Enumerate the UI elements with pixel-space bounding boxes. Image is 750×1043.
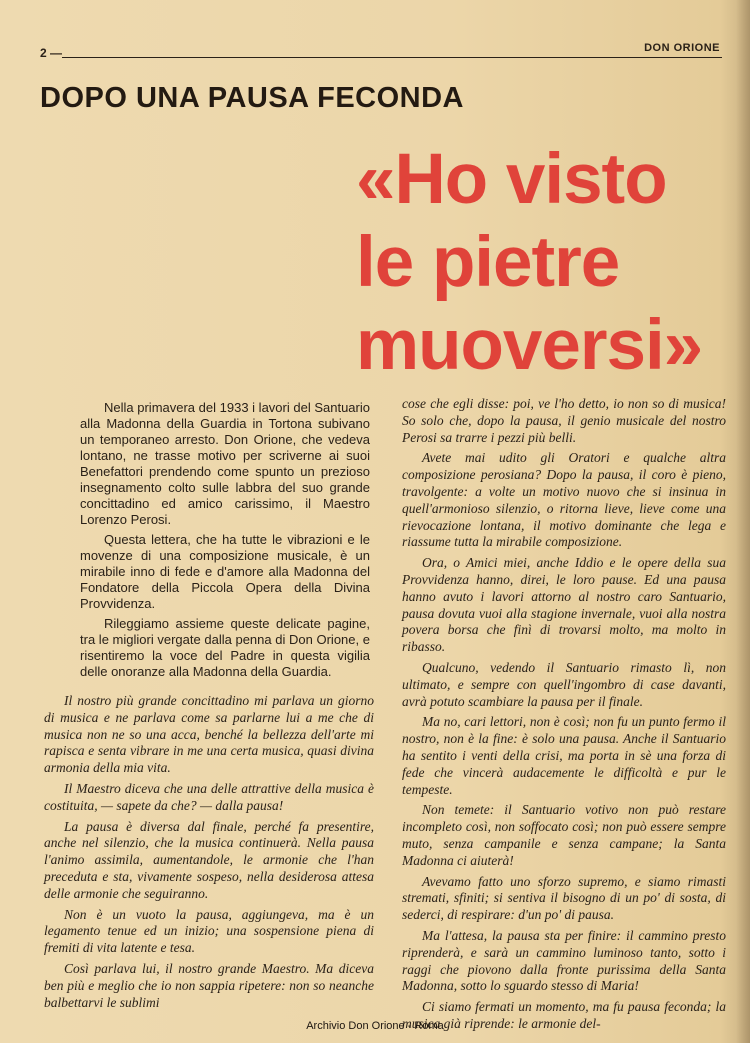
body-paragraph: Ma no, cari lettori, non è così; non fu un punto fermo il nostro, non è la fine: è solo una pausa. Anche il Santuario ha sentito i venti della crisi, ma porta in sè una forza di fede che vincerà audacemente le difficoltà e pur le tempeste.: [402, 714, 726, 797]
article-headline: [356, 138, 726, 387]
archive-footer: Archivio Don Orione - Roma: [306, 1020, 444, 1032]
intro-paragraph: Rileggiamo assieme queste delicate pagine, tra le migliori vergate dalla penna di Don Orione, e risentiremo la voce del Padre in questa vigilia delle onoranze alla Madonna della Guardia.: [80, 616, 370, 679]
intro-paragraph: Questa lettera, che ha tutte le vibrazioni e le movenze di una composizione musicale, è un mirabile inno di fede e d'amore alla Madonna del Fondatore della Piccola Opera della Divina Provvidenza.: [80, 532, 370, 611]
page-number: 2 —: [40, 46, 63, 60]
body-paragraph: cose che egli disse: poi, ve l'ho detto, io non so di musica! So solo che, dopo la pausa, il genio musicale del nostro Perosi sa trarre i pezzi più belli.: [402, 396, 726, 445]
headline-line: muoversi»: [356, 306, 703, 385]
header-rule: [62, 57, 722, 58]
body-paragraph: Ora, o Amici miei, anche Iddio e le opere della sua Provvidenza hanno, direi, le loro pause. Ed una pausa hanno avuto i lavori attorno al nostro caro Santuario, pausa dovuta vuoi alla stagione invernale, vuoi alla nostra povera borsa che finì di trovarsi molto, ma molto in ribasso.: [402, 555, 726, 655]
body-paragraph: Avete mai udito gli Oratori e qualche altra composizione perosiana? Dopo la pausa, il coro è pieno, travolgente: a volte un motivo nuovo che si insinua in quell'armonioso silenzio, o ritorna lieve, lieve come una rievocazione lontana, il motivo dominante che lega e riassume tutta la mirabile composizione.: [402, 450, 726, 550]
body-paragraph: Il Maestro diceva che una delle attrattive della musica è costituita, — sapete da che? — dalla pausa!: [44, 780, 374, 813]
article-intro: [80, 400, 370, 684]
page-binding-shadow: [736, 0, 750, 1043]
body-paragraph: Qualcuno, vedendo il Santuario rimasto lì, non ultimato, e sempre con quell'ingombro di case davanti, avrà potuto scambiare la pausa per il finale.: [402, 659, 726, 709]
body-paragraph: La pausa è diversa dal finale, perché fa presentire, anche nel silenzio, che la musica continuerà. Nella pausa l'animo assimila, aumentandole, le armonie che l'han preceduta e sta, vivamente sospeso, nella desiderosa attesa delle armonie che seguiranno.: [44, 818, 374, 901]
article-kicker: DOPO UNA PAUSA FECONDA: [40, 82, 464, 114]
headline-line: «Ho visto: [356, 140, 667, 219]
body-paragraph: Il nostro più grande concittadino mi parlava un giorno di musica e ne parlava come sa parlarne lui a me che di musica non ne so una acca, benché la bellezza dell'arte mi rapisca e senta vibrare in me una certa musica, quasi divina armonia della mia vita.: [44, 693, 374, 776]
body-paragraph: Così parlava lui, il nostro grande Maestro. Ma diceva ben più e meglio che io non sappia ripetere: non so neanche balbettarvi le sublimi: [44, 960, 374, 1010]
body-column-right: [402, 396, 726, 1037]
magazine-title: DON ORIONE: [644, 42, 720, 54]
body-paragraph: Non temete: il Santuario votivo non può restare incompleto così, non soffocato così; non può essere sempre muto, senza campanile e senza campane; la Santa Madonna ci aiuterà!: [402, 802, 726, 868]
headline-line: le pietre: [356, 223, 620, 302]
body-paragraph: Ci siamo fermati un momento, ma fu pausa feconda; la musica già riprende: le armonie del-: [402, 999, 726, 1031]
body-paragraph: Avevamo fatto uno sforzo supremo, e siamo rimasti stremati, sfiniti; si sentiva il bisogno di un po' di sosta, di sederci, di respirare: d'un po' di pausa.: [402, 873, 726, 923]
body-column-left: [44, 693, 374, 1015]
body-paragraph: Non è un vuoto la pausa, aggiungeva, ma è un legamento tenue ed un inizio; una sospensione piena di fremiti di vita latente e tesa.: [44, 906, 374, 956]
intro-paragraph: Nella primavera del 1933 i lavori del Santuario alla Madonna della Guardia in Tortona subivano un temporaneo arresto. Don Orione, che vedeva lontano, ne trasse motivo per scriverne ai suoi Benefattori prendendo come spunto un prezioso insegnamento colto sulle labbra del suo grande concittadino ed amico carissimo, il Maestro Lorenzo Perosi.: [80, 400, 370, 527]
body-paragraph: Ma l'attesa, la pausa sta per finire: il cammino presto riprenderà, e sarà un cammino luminoso tanto, sotto i raggi che piovono dalla fronte purissima della Santa Madonna, sotto lo sguardo stesso di Maria!: [402, 927, 726, 994]
